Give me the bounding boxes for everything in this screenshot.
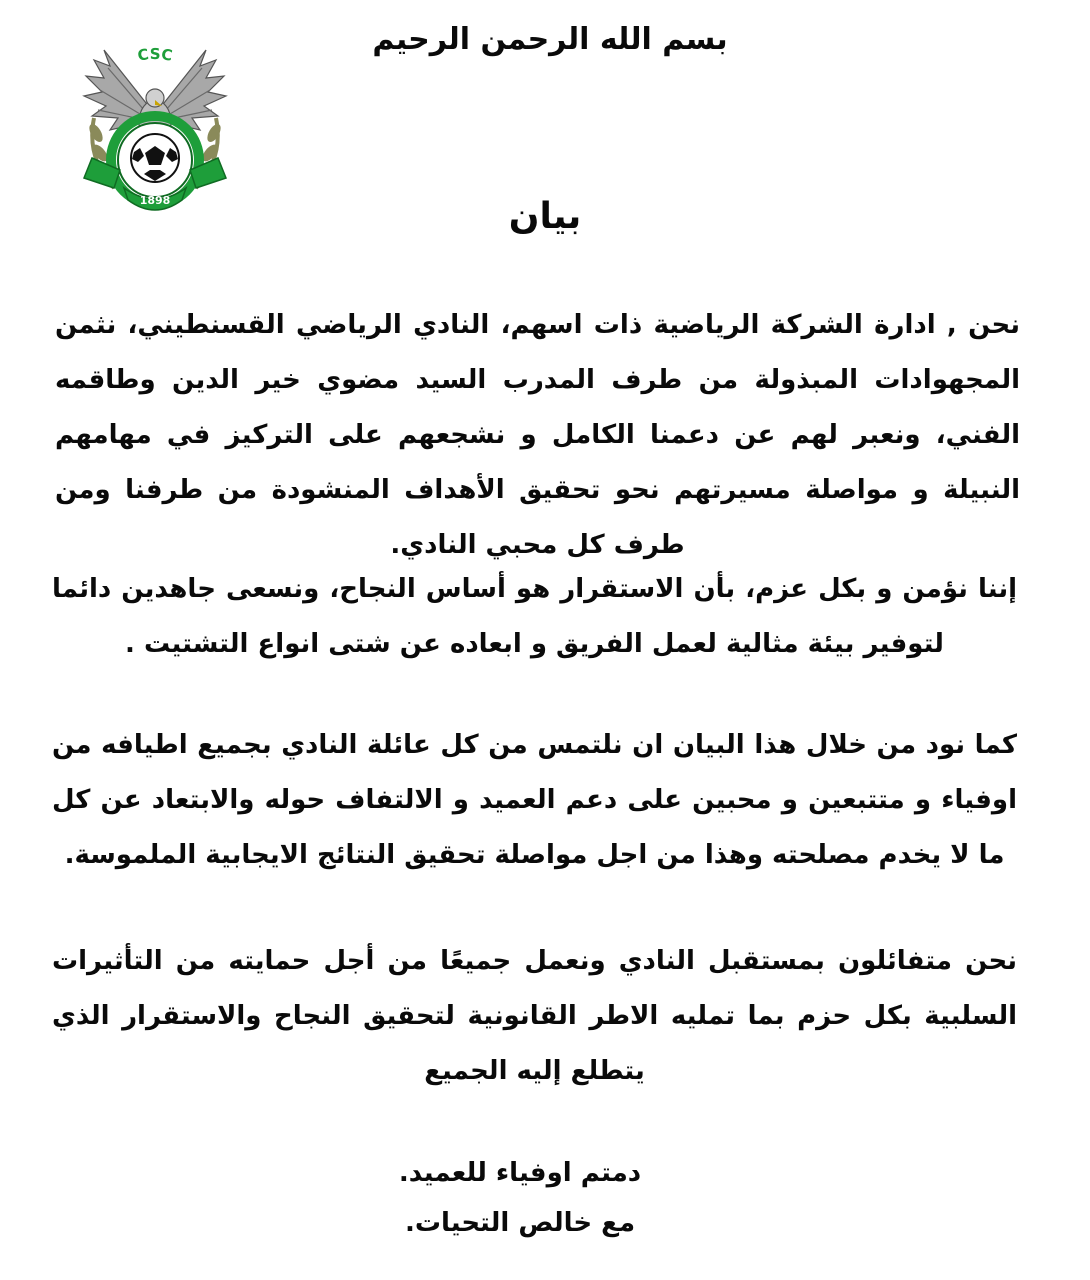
logo-year: 1898 (139, 194, 171, 207)
club-logo (74, 38, 236, 216)
paragraph-3: كما نود من خلال هذا البيان ان نلتمس من كل عائلة النادي بجميع اطيافه من اوفياء و متتبعين و محبين على دعم العميد و الالتفاف حوله والابتعاد عن كل ما لا يخدم مصلحته وهذا من اجل مواصلة تحقيق النتائج الايجابية الملموسة. (52, 730, 1017, 870)
paragraph-2: إننا نؤمن و بكل عزم، بأن الاستقرار هو أساس النجاح، ونسعى جاهدين دائما لتوفير بيئة مثالية لعمل الفريق و ابعاده عن شتى انواع التشتيت . (52, 574, 1017, 659)
closing-line-1: دمتم اوفياء للعميد. (398, 1158, 642, 1188)
statement-title: بيان (508, 196, 582, 237)
svg-text:CSC (136, 45, 173, 65)
paragraph-1: نحن , ادارة الشركة الرياضية ذات اسهم، النادي الرياضي القسنطيني، نثمن المجهوادات المبذولة من طرف المدرب السيد مضوي خير الدين وطاقمه الفني، ونعبر لهم عن دعمنا الكامل و نشجعهم على التركيز في مهامهم النبيلة و مواصلة مسيرتهم نحو تحقيق الأهداف المنشودة من طرفنا ومن طرف كل محبي النادي. (55, 310, 1020, 560)
csc-eagle-logo-icon (74, 38, 236, 216)
closing-block (330, 1148, 710, 1248)
basmala-heading: بسم الله الرحمن الرحيم (372, 22, 728, 57)
closing-line-2: مع خالص التحيات. (404, 1208, 636, 1238)
paragraph-4: نحن متفائلون بمستقبل النادي ونعمل جميعًا من أجل حمايته من التأثيرات السلبية بكل حزم بما تمليه الاطر القانونية لتحقيق النجاح والاستقرار الذي يتطلع إليه الجميع (52, 946, 1017, 1086)
logo-text-csc: CSC (136, 44, 174, 65)
